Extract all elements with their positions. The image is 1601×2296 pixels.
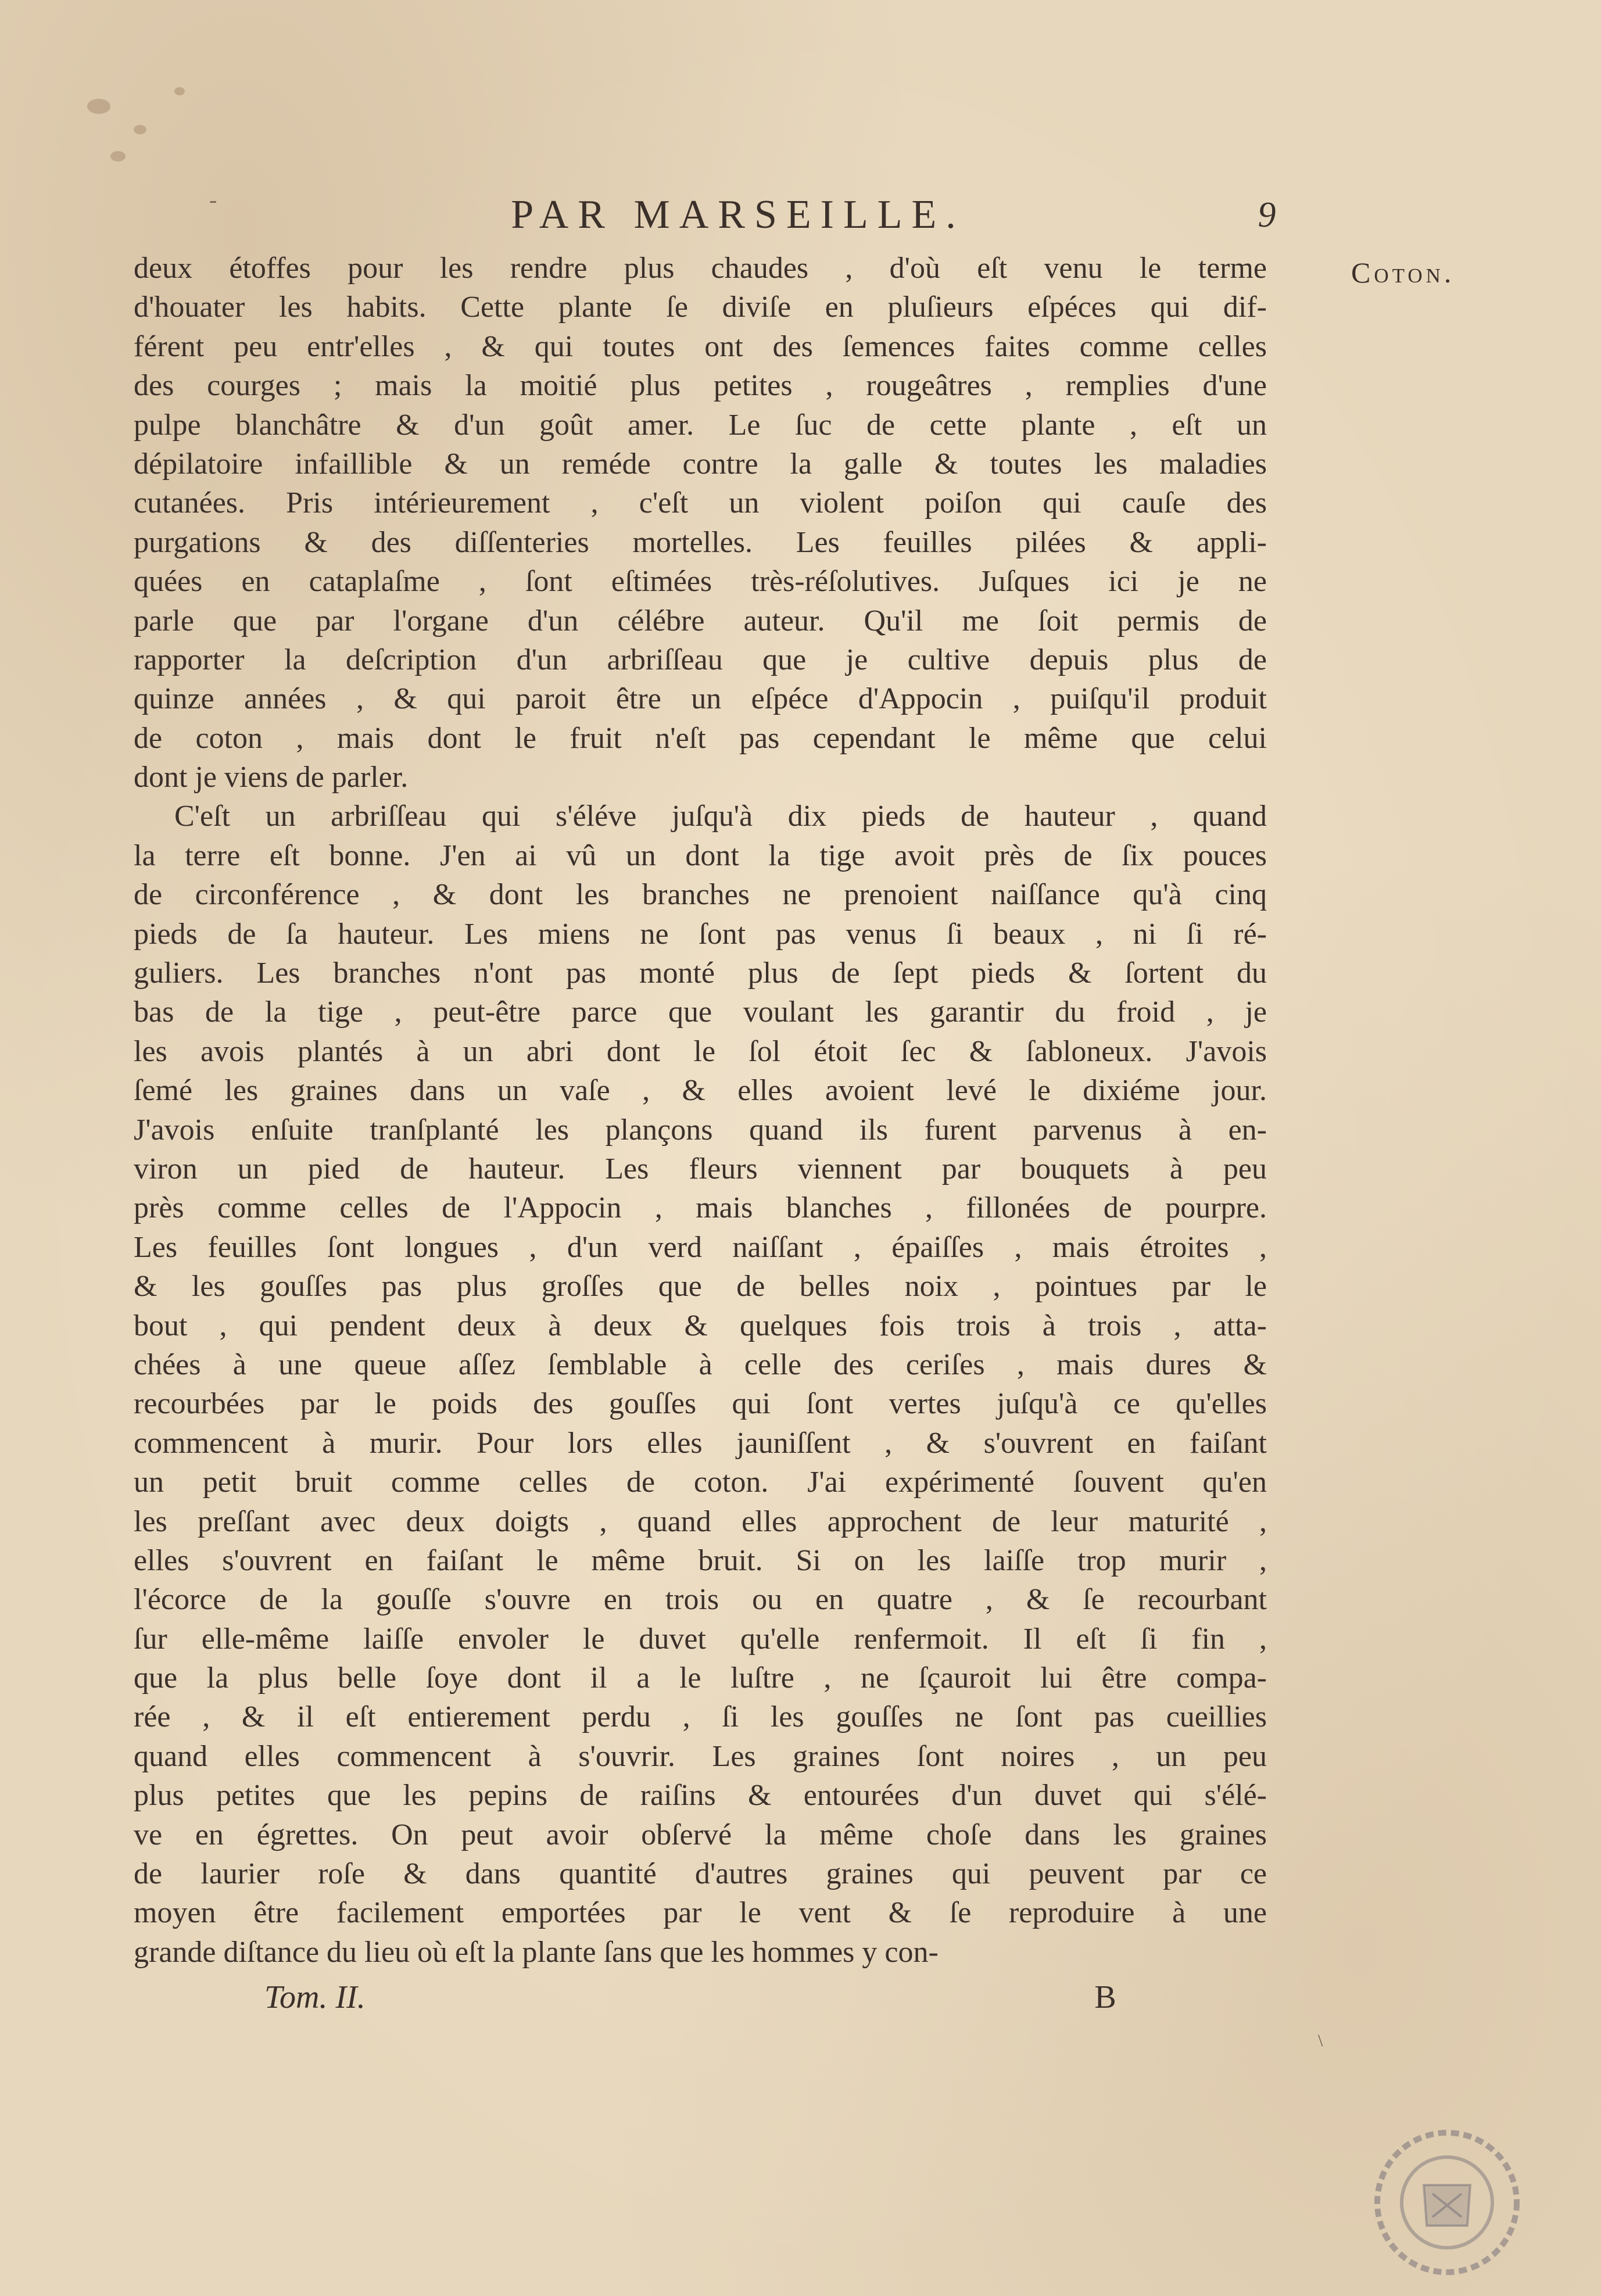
text-line: de laurier roſe & dans quantité d'autres graines qui peuvent par ce <box>134 1857 1267 1891</box>
text-line: guliers. Les branches n'ont pas monté plus de ſept pieds & ſortent du <box>134 957 1267 990</box>
text-line: les avois plantés à un abri dont le ſol étoit ſec & ſabloneux. J'avois <box>134 1034 1267 1068</box>
text-line: purgations & des diſſenteries mortelles. Les feuilles pilées & appli- <box>134 525 1267 559</box>
text-line: un petit bruit comme celles de coton. J'ai expérimenté ſouvent qu'en <box>134 1466 1267 1499</box>
running-title: PAR MARSEILLE. <box>511 192 965 237</box>
text-line: d'houater les habits. Cette plante ſe diviſe en pluſieurs eſpéces qui dif- <box>134 291 1267 324</box>
text-line: J'avois enſuite tranſplanté les plançons quand ils furent parvenus à en- <box>134 1113 1267 1147</box>
text-line: pulpe blanchâtre & d'un goût amer. Le ſuc de cette plante , eſt un <box>134 408 1267 442</box>
text-line: C'eſt un arbriſſeau qui s'éléve juſqu'à dix pieds de hauteur , quand <box>174 800 1267 833</box>
text-line: grande diſtance du lieu où eſt la plante ſans que les hommes y con- <box>134 1935 939 1969</box>
text-line: rapporter la deſcription d'un arbriſſeau que je cultive depuis plus de <box>134 643 1267 676</box>
ink-mark: \ <box>1318 2031 1323 2050</box>
text-line: dont je viens de parler. <box>134 761 409 794</box>
text-line: deux étoffes pour les rendre plus chaudes , d'où eſt venu le terme <box>134 252 1267 285</box>
text-line: moyen être facilement emportées par le vent & ſe reproduire à une <box>134 1896 1267 1930</box>
text-line: & les gouſſes pas plus groſſes que de belles noix , pointues par le <box>134 1270 1267 1303</box>
text-line: l'écorce de la gouſſe s'ouvre en trois ou en quatre , & ſe recourbant <box>134 1583 1267 1617</box>
text-line: Les feuilles ſont longues , d'un verd naiſſant , épaiſſes , mais étroites , <box>134 1230 1267 1264</box>
volume-label: Tom. II. <box>264 1979 366 2015</box>
text-line: ſur elle-même laiſſe envoler le duvet qu'elle renfermoit. Il eſt ſi fin , <box>134 1622 1267 1656</box>
foxing-spot <box>87 99 110 114</box>
text-line: quand elles commencent à s'ouvrir. Les graines ſont noires , un peu <box>134 1739 1267 1773</box>
text-line: cutanées. Pris intérieurement , c'eſt un violent poiſon qui cauſe des <box>134 486 1267 520</box>
library-stamp <box>1360 2115 1534 2290</box>
text-line: que la plus belle ſoye dont il a le luſtre , ne ſçauroit lui être compa- <box>134 1661 1267 1695</box>
margin-note: Coton. <box>1351 256 1455 289</box>
text-line: rée , & il eſt entierement perdu , ſi les gouſſes ne ſont pas cueillies <box>134 1700 1267 1734</box>
header-dash: - <box>209 187 217 213</box>
text-line: près comme celles de l'Appocin , mais blanches , fillonées de pourpre. <box>134 1191 1267 1225</box>
text-line: des courges ; mais la moitié plus petites , rougeâtres , remplies d'une <box>134 369 1267 403</box>
text-line: chées à une queue aſſez ſemblable à celle des ceriſes , mais dures & <box>134 1348 1267 1381</box>
paragraph-2 <box>134 797 1267 1972</box>
text-line: ve en égrettes. On peut avoir obſervé la même choſe dans les graines <box>134 1818 1267 1851</box>
foxing-spot <box>174 87 185 95</box>
text-line: plus petites que les pepins de raiſins & entourées d'un duvet qui s'élé- <box>134 1779 1267 1813</box>
text-line: ſemé les graines dans un vaſe , & elles avoient levé le dixiéme jour. <box>134 1074 1267 1108</box>
foxing-spot <box>134 125 146 134</box>
text-line: dépilatoire infaillible & un reméde contre la galle & toutes les maladies <box>134 447 1267 481</box>
text-line: parle que par l'organe d'un célébre auteur. Qu'il me ſoit permis de <box>134 604 1267 637</box>
text-line: bout , qui pendent deux à deux & quelques fois trois à trois , atta- <box>134 1309 1267 1342</box>
paragraph-1 <box>134 249 1267 797</box>
text-line: férent peu entr'elles , & qui toutes ont des ſemences faites comme celles <box>134 329 1267 363</box>
text-line: commencent à murir. Pour lors elles jauniſſent , & s'ouvrent en faiſant <box>134 1426 1267 1460</box>
text-line: recourbées par le poids des gouſſes qui ſont vertes juſqu'à ce qu'elles <box>134 1387 1267 1421</box>
text-line: la terre eſt bonne. J'en ai vû un dont la tige avoit près de ſix pouces <box>134 839 1267 872</box>
text-line: bas de la tige , peut-être parce que voulant les garantir du froid , je <box>134 995 1267 1029</box>
text-line: quées en cataplaſme , ſont eſtimées très-réſolutives. Juſques ici je ne <box>134 565 1267 599</box>
text-line: pieds de ſa hauteur. Les miens ne ſont pas venus ſi beaux , ni ſi ré- <box>134 917 1267 951</box>
text-line: de circonférence , & dont les branches ne prenoient naiſſance qu'à cinq <box>134 878 1267 912</box>
foxing-spot <box>110 151 126 162</box>
page-number: 9 <box>1258 195 1276 235</box>
text-line: viron un pied de hauteur. Les fleurs viennent par bouquets à peu <box>134 1152 1267 1185</box>
signature-mark: B <box>1094 1979 1116 2015</box>
body-text <box>134 249 1267 1972</box>
stamp-seal-icon <box>1360 2115 1534 2290</box>
text-line: elles s'ouvrent en faiſant le même bruit. Si on les laiſſe trop murir , <box>134 1543 1267 1577</box>
text-line: les preſſant avec deux doigts , quand elles approchent de leur maturité , <box>134 1505 1267 1538</box>
text-line: quinze années , & qui paroit être un eſpéce d'Appocin , puiſqu'il produit <box>134 682 1267 716</box>
text-line: de coton , mais dont le fruit n'eſt pas cependant le même que celui <box>134 721 1267 755</box>
